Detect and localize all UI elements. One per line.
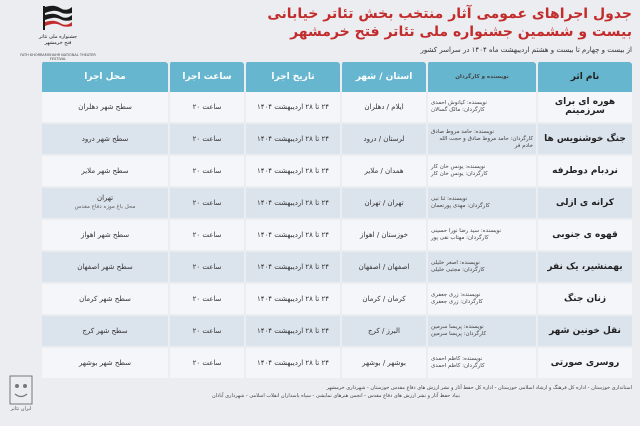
cell-province: لرستان / درود	[340, 124, 426, 154]
cell-author	[426, 348, 536, 378]
footer-sponsors	[40, 384, 632, 400]
cell-time: ساعت ۲۰	[168, 284, 244, 314]
cell-time: ساعت ۲۰	[168, 316, 244, 346]
cell-author-director: کارگردان: یونس خان کار	[431, 171, 488, 177]
table-row	[40, 316, 632, 348]
cell-author	[426, 124, 536, 154]
cell-date: ۲۴ تا ۲۸ اردیبهشت ۱۴۰۴	[244, 348, 340, 378]
cell-date: ۲۴ تا ۲۸ اردیبهشت ۱۴۰۴	[244, 252, 340, 282]
cell-author	[426, 92, 536, 122]
cell-place	[40, 156, 168, 186]
cell-place-main: سطح شهر درود	[81, 134, 129, 143]
cell-author-writer: نویسنده: ثنا نبی	[431, 196, 468, 202]
cell-date: ۲۴ تا ۲۸ اردیبهشت ۱۴۰۴	[244, 92, 340, 122]
iran-theater-badge	[2, 374, 40, 418]
cell-author-writer: نویسنده: سید رضا نورا حسینی	[431, 228, 502, 234]
logo-text-en: FATH KHORRAMSHAHR NATIONAL THEATER FESTIVAL	[20, 53, 96, 61]
cell-place-main: سطح شهر اهواز	[80, 230, 130, 239]
cell-name: جنگ خوشنویس ها	[536, 124, 632, 154]
cell-author-writer: نویسنده: اصغر خلیلی	[431, 260, 480, 266]
cell-date: ۲۴ تا ۲۸ اردیبهشت ۱۴۰۴	[244, 284, 340, 314]
cell-place	[40, 252, 168, 282]
cell-place-main: سطح شهر دهلران	[78, 102, 132, 111]
cell-author-director: کارگردان: زری جعفری	[431, 299, 483, 305]
cell-author-director: کارگردان: مجتبی خلیلی	[431, 267, 485, 273]
header-author: نویسنده و کارگردان	[426, 62, 536, 92]
cell-name: زنان جنگ	[536, 284, 632, 314]
cell-place-main: سطح شهر کرج	[82, 326, 128, 335]
cell-name: نقل خونین شهر	[536, 316, 632, 346]
cell-author-writer: نویسنده: کیانوش احمدی	[431, 100, 487, 106]
cell-time: ساعت ۲۰	[168, 92, 244, 122]
cell-place	[40, 284, 168, 314]
cell-author-writer: نویسنده: پریسا سرمین	[431, 324, 484, 330]
cell-place-main: سطح شهر بوشهر	[78, 358, 132, 367]
cell-time: ساعت ۲۰	[168, 188, 244, 218]
table-row	[40, 92, 632, 124]
cell-author-writer: نویسنده: حامد مروط صادق	[431, 128, 495, 135]
table-row	[40, 284, 632, 316]
cell-time: ساعت ۲۰	[168, 348, 244, 378]
logo-text-line1: جشنواره ملی تئاتر	[38, 34, 78, 40]
cell-time: ساعت ۲۰	[168, 156, 244, 186]
cell-place	[40, 316, 168, 346]
cell-date: ۲۴ تا ۲۸ اردیبهشت ۱۴۰۴	[244, 316, 340, 346]
flag-logo-icon	[40, 4, 74, 32]
theater-mask-icon	[2, 374, 40, 406]
header-province: استان / شهر	[340, 62, 426, 92]
header-place: محل اجرا	[40, 62, 168, 92]
footer-line2: بنیاد حفظ آثار و نشر ارزش های دفاع مقدس - انجمن هنرهای نمایشی - سپاه پاسداران انقلاب اسلامی - شهرداری آبادان	[211, 393, 461, 399]
cell-place	[40, 220, 168, 250]
cell-author	[426, 284, 536, 314]
footer-line1: استانداری خوزستان - اداره کل فرهنگ و ارشاد اسلامی خوزستان - اداره کل حفظ آثار و نشر ارزش های دفاع مقدس خوزستان - شهرداری خرمشهر	[326, 385, 632, 391]
cell-province: ایلام / دهلران	[340, 92, 426, 122]
cell-author	[426, 156, 536, 186]
table-row	[40, 188, 632, 220]
table-row	[40, 252, 632, 284]
cell-time: ساعت ۲۰	[168, 124, 244, 154]
cell-author-director: کارگردان: مهدی پورنعمان	[431, 203, 490, 209]
cell-author-director: کارگردان: مهتاب نقی پور	[431, 235, 489, 241]
header-name: نام اثر	[536, 62, 632, 92]
table-row	[40, 156, 632, 188]
cell-date: ۲۴ تا ۲۸ اردیبهشت ۱۴۰۴	[244, 124, 340, 154]
festival-logo	[18, 4, 98, 60]
cell-place	[40, 92, 168, 122]
table-row	[40, 348, 632, 380]
cell-place-main: سطح شهر ملایر	[81, 166, 129, 175]
header-date: تاریخ اجرا	[244, 62, 340, 92]
cell-author-writer: نویسنده: یونس خان کار	[431, 164, 486, 170]
cell-date: ۲۴ تا ۲۸ اردیبهشت ۱۴۰۴	[244, 220, 340, 250]
cell-place	[40, 348, 168, 378]
cell-author-writer: نویسنده: کاظم احمدی	[431, 356, 483, 362]
cell-province: البرز / کرج	[340, 316, 426, 346]
cell-author-writer: نویسنده: زری جعفری	[431, 292, 481, 298]
cell-place	[40, 124, 168, 154]
subtitle: از بیست و چهارم تا بیست و هشتم اردیبهشت ماه ۱۴۰۴ در سراسر کشور	[420, 46, 632, 54]
cell-place-main: تهران	[96, 194, 114, 202]
logo-text-line2: فتح خرمشهر	[44, 40, 72, 46]
cell-province: بوشهر / بوشهر	[340, 348, 426, 378]
cell-place-sub: محل باغ موزه دفاع مقدس	[74, 204, 136, 210]
logo-text-fa	[18, 34, 98, 46]
cell-name: روسری صورتی	[536, 348, 632, 378]
cell-name: کرانه ی ازلی	[536, 188, 632, 218]
cell-province: اصفهان / اصفهان	[340, 252, 426, 282]
cell-time: ساعت ۲۰	[168, 220, 244, 250]
cell-author-director: کارگردان: پریسا سرمین	[431, 331, 487, 337]
cell-time: ساعت ۲۰	[168, 252, 244, 282]
cell-author	[426, 220, 536, 250]
cell-province: تهران / تهران	[340, 188, 426, 218]
cell-author-director: کارگردان: کاظم احمدی	[431, 363, 485, 369]
cell-author	[426, 316, 536, 346]
cell-place-main: سطح شهر اصفهان	[77, 262, 133, 271]
header-time: ساعت اجرا	[168, 62, 244, 92]
table-row	[40, 220, 632, 252]
cell-province: کرمان / کرمان	[340, 284, 426, 314]
cell-author-director: کارگردان: حامد مروط صادق و حجت الله خادم فر	[439, 135, 533, 149]
cell-place-main: سطح شهر کرمان	[79, 294, 131, 303]
badge-text: ایران تئاتر	[10, 406, 32, 412]
title-line2: بیست و ششمین جشنواره ملی تئاتر فتح خرمشهر	[290, 24, 632, 40]
table-row	[40, 124, 632, 156]
table-header-row	[40, 62, 632, 92]
cell-place	[40, 188, 168, 218]
cell-name: هوره ای برای سرزمینم	[536, 92, 632, 122]
cell-name: نردبام دوطرفه	[536, 156, 632, 186]
title-line1: جدول اجراهای عمومی آثار منتخب بخش تئاتر خیابانی	[267, 6, 632, 22]
cell-name: بهمنشیر، یک نفر	[536, 252, 632, 282]
schedule-table	[40, 62, 632, 380]
table-body	[40, 92, 632, 380]
cell-author-director: کارگردان: مالک گسالان	[431, 107, 485, 113]
cell-date: ۲۴ تا ۲۸ اردیبهشت ۱۴۰۴	[244, 156, 340, 186]
cell-name: قهوه ی جنوبی	[536, 220, 632, 250]
cell-province: همدان / ملایر	[340, 156, 426, 186]
cell-province: خوزستان / اهواز	[340, 220, 426, 250]
cell-author	[426, 188, 536, 218]
cell-author	[426, 252, 536, 282]
cell-date: ۲۴ تا ۲۸ اردیبهشت ۱۴۰۴	[244, 188, 340, 218]
